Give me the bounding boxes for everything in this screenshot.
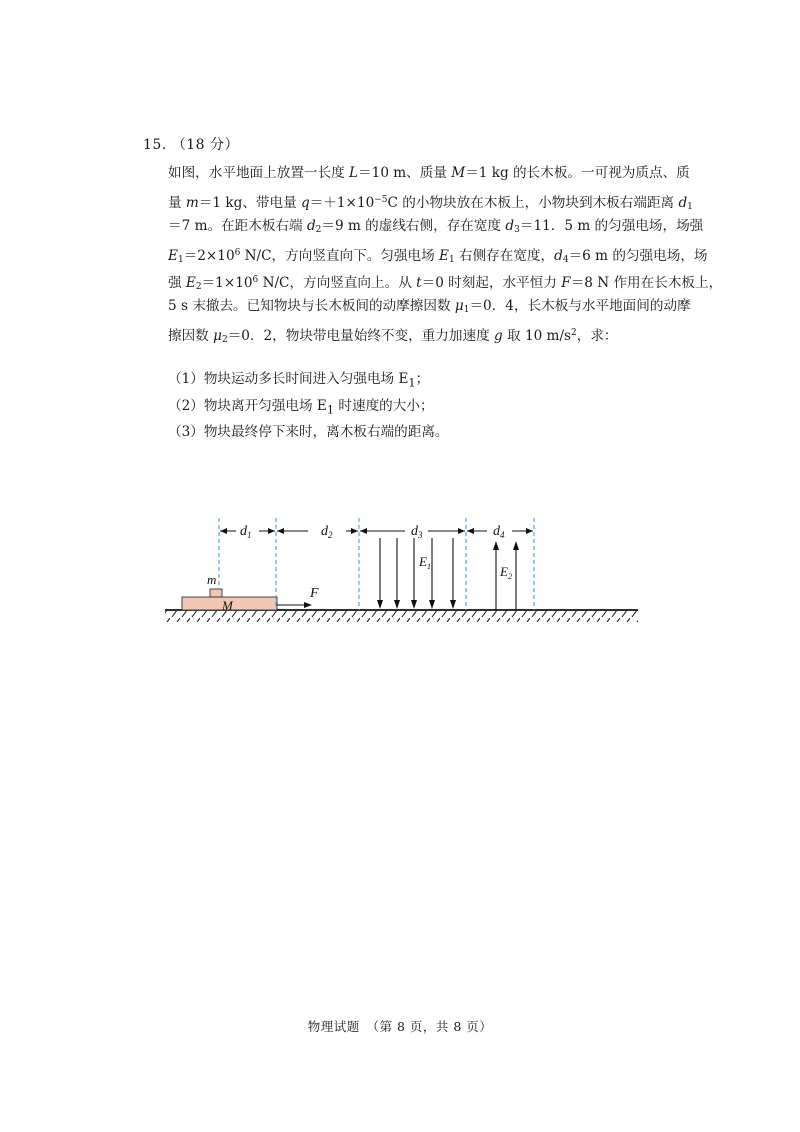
text-run: 1	[448, 255, 455, 266]
d4-label: $d_4$	[493, 524, 505, 540]
text-run: N/C，方向竖直向上。从	[258, 274, 417, 291]
block-label: m	[207, 572, 217, 587]
text-run: ＝9 m 的虚线右侧，存在宽度	[321, 218, 506, 235]
sub-question	[168, 366, 449, 393]
text-run: 2	[221, 335, 228, 346]
text-run: （1）物块运动多长时间进入匀强电场	[168, 371, 399, 387]
d2-arrowhead-right	[351, 528, 358, 534]
text-run: ＝10 m、质量	[358, 165, 452, 181]
text-run: L	[349, 165, 359, 181]
d2-label: $d_2$	[321, 524, 333, 540]
d1-arrowhead-right	[268, 528, 275, 534]
text-run: 4	[562, 255, 569, 266]
text-run: 1	[687, 201, 693, 212]
text-run: 2	[315, 225, 322, 236]
text-run: m	[185, 194, 199, 211]
d2-arrowhead-left	[277, 528, 284, 534]
text-run: ＝6 m 的匀强电场，场	[568, 248, 708, 265]
page-footer: 物理试题 （第 8 页，共 8 页）	[307, 1019, 493, 1034]
E1-label: $E_1$	[419, 554, 431, 571]
text-run: E	[398, 371, 409, 387]
question-points: （18 分）	[171, 137, 239, 153]
text-run: ＝0．2，物块带电量始终不变，重力加速度	[227, 328, 494, 345]
text-run: （2）物块离开匀强电场	[168, 397, 317, 414]
text-run: E	[168, 248, 178, 265]
text-run: M	[451, 165, 466, 181]
text-run: d	[554, 248, 563, 265]
text-run: ＝1×10	[201, 274, 253, 291]
E1-field-arrowhead	[450, 600, 456, 609]
text-run: ；	[415, 371, 430, 387]
force-label: F	[310, 586, 319, 601]
E2-field-arrowhead	[493, 541, 499, 550]
text-run: 取 10 m/s	[502, 328, 572, 345]
text-run: ＝1 kg 的长木板。一可视为质点、质	[465, 165, 690, 181]
text-run: ，求：	[576, 328, 618, 345]
question-number: 15.	[143, 137, 167, 153]
text-run: 6	[234, 248, 241, 259]
text-run: 如图，水平地面上放置一长度	[168, 165, 350, 181]
text-run: ＝＋1×10	[309, 194, 375, 211]
question-text	[168, 160, 723, 347]
text-run: 1	[408, 375, 416, 390]
text-run: d	[678, 194, 688, 211]
text-run: μ	[213, 328, 222, 345]
block-m	[210, 589, 222, 597]
d3-arrowhead-left	[360, 528, 367, 534]
text-run: ＝2×10	[183, 248, 235, 265]
text-run: （3）物块最终停下来时，离木板右端的距离。	[168, 424, 449, 441]
text-run: t	[416, 274, 422, 291]
text-run: μ	[454, 298, 464, 315]
question-header	[143, 134, 239, 154]
d1-arrowhead-left	[220, 528, 227, 534]
text-run: F	[561, 274, 571, 291]
text-run: 量	[168, 194, 186, 211]
text-run: 1	[463, 305, 470, 316]
E1-field-arrowhead	[411, 600, 417, 609]
text-run: g	[494, 328, 503, 345]
text-run: 时速度的大小；	[334, 397, 434, 414]
d3-label: $d_3$	[411, 524, 423, 540]
text-run: 6	[252, 274, 259, 285]
force-arrow-head	[304, 602, 312, 608]
text-run: ＝11．5 m 的匀强电场，场强	[519, 218, 704, 235]
E2-label: $E_2$	[500, 564, 512, 581]
E1-field-arrowhead	[377, 600, 383, 609]
E1-field-arrowhead	[394, 600, 400, 609]
text-run: 2	[195, 281, 202, 292]
d4-arrowhead-left	[467, 528, 474, 534]
text-run: 5 s 末撤去。已知物块与长木板间的动摩擦因数	[168, 298, 455, 315]
text-run: ＝7 m。在距木板右端	[168, 218, 307, 235]
question-text-line	[168, 213, 704, 240]
text-run: E	[185, 274, 196, 291]
text-run: −5	[374, 194, 388, 205]
question-text-line	[168, 160, 690, 187]
text-run: 擦因数	[168, 328, 214, 345]
question-text-line	[168, 187, 693, 214]
question-text-line	[168, 267, 723, 294]
text-run: N/C，方向竖直向下。匀强电场	[240, 248, 439, 265]
text-run: 3	[514, 225, 520, 236]
text-run: ＝1 kg、带电量	[198, 194, 302, 211]
physics-figure	[160, 510, 650, 625]
text-run: 1	[326, 402, 335, 417]
E2-field-arrowhead	[513, 541, 519, 550]
question-text-line	[168, 240, 708, 267]
text-run: 1	[177, 255, 184, 266]
text-run: ＝0 时刻起，水平恒力	[421, 274, 562, 291]
sub-question	[168, 393, 449, 420]
ground-hatching	[165, 611, 638, 622]
d4-arrowhead-right	[526, 528, 533, 534]
board-label: M	[222, 598, 233, 613]
question-text-line	[168, 293, 691, 320]
text-run: d	[306, 218, 316, 235]
E1-field-arrowhead	[429, 600, 435, 609]
sub-question	[168, 419, 449, 446]
text-run: q	[301, 194, 310, 211]
text-run: d	[505, 218, 515, 235]
text-run: ＝8 N 作用在长木板上，	[570, 274, 723, 291]
text-run: 2	[571, 328, 577, 339]
d1-label: $d_1$	[240, 524, 252, 540]
text-run: E	[316, 397, 327, 414]
sub-question-list	[168, 366, 449, 446]
text-run: E	[439, 248, 449, 265]
text-run: C 的小物块放在木板上，小物块到木板右端距离	[387, 194, 679, 211]
d3-arrowhead-right	[458, 528, 465, 534]
question-text-line	[168, 320, 648, 347]
text-run: 强	[168, 274, 186, 291]
text-run: 右侧存在宽度，	[454, 248, 555, 265]
text-run: ＝0．4，长木板与水平地面间的动摩	[469, 298, 691, 315]
